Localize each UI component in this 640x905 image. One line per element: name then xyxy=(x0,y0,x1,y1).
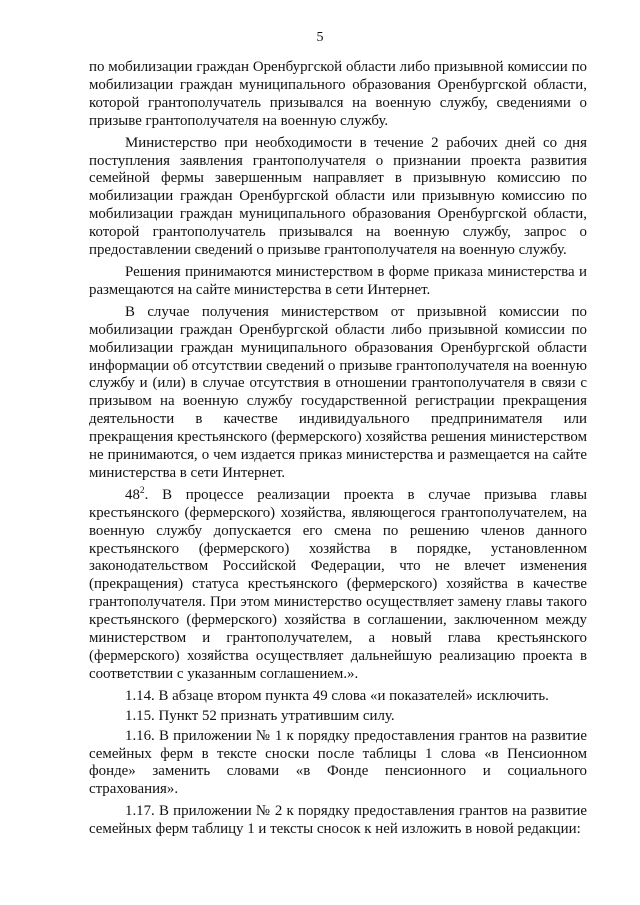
paragraph-continuation: по мобилизации граждан Оренбургской области либо призывной комиссии по мобилизации граждан муниципального образования Оренбургской области, которой грантополучатель призывался на военную службу, сведениями о призыве грантополучателя на военную службу. xyxy=(89,59,587,129)
page-number: 5 xyxy=(316,30,324,45)
clause-number: 48 xyxy=(125,486,140,503)
paragraph-no-conscription-info: В случае получения министерством от призывной комиссии по мобилизации граждан Оренбургской области либо призывной комиссии по мобилизации граждан муниципального образования Оренбургской области информации об отсутствии сведений о призыве грантополучателя на военную службу и (или) в случае отсутствия в отношении грантополучателя в связи с призывом на военную службу государственной регистрации прекращения деятельности в качестве индивидуального предпринимателя или прекращения крестьянского (фермерского) хозяйства решения министерством не принимаются, о чем издается приказ министерства и размещается на сайте министерства в сети Интернет. xyxy=(89,303,587,481)
paragraph-clause-48-2 xyxy=(89,487,587,684)
paragraph-item-1-15: 1.15. Пункт 52 признать утратившим силу. xyxy=(125,707,395,724)
paragraph-item-1-14: 1.14. В абзаце втором пункта 49 слова «и показателей» исключить. xyxy=(125,687,549,704)
paragraph-item-1-17: 1.17. В приложении № 2 к порядку предоставления грантов на развитие семейных ферм таблицу 1 и тексты сносок к ней изложить в новой редакции: xyxy=(89,803,587,838)
clause-superscript: 2 xyxy=(139,485,145,496)
document-body xyxy=(89,59,587,843)
paragraph-item-1-16: 1.16. В приложении № 1 к порядку предоставления грантов на развитие семейных ферм в тексте сноски после таблицы 1 слова «в Пенсионном фонде» заменить словами «в Фонде пенсионного и социального страхования». xyxy=(89,727,587,798)
paragraph-decisions: Решения принимаются министерством в форме приказа министерства и размещаются на сайте министерства в сети Интернет. xyxy=(89,263,587,298)
paragraph-ministry-request: Министерство при необходимости в течение 2 рабочих дней со дня поступления заявления грантополучателя о признании проекта развития семейной фермы завершенным направляет в призывную комиссию по мобилизации граждан Оренбургской области или призывную комиссию по мобилизации граждан муниципального образования Оренбургской области, которой грантополучатель призывался на военную службу, запрос о предоставлении сведений о призыве грантополучателя на военную службу. xyxy=(89,134,587,259)
clause-text: . В процессе реализации проекта в случае призыва главы крестьянского (фермерского) хозяйства, являющегося грантополучателем, на военную службу допускается его смена по решению членов данного крестьянского (фермерского) хозяйства в порядке, установленном законодательством Российской Федерации, что не влечет изменения (прекращения) статуса крестьянского (фермерского) хозяйства в качестве грантополучателя. При этом министерство осуществляет замену главы такого крестьянского (фермерского) хозяйства в соглашении, заключенном между министерством и грантополучателем, а новый глава крестьянского (фермерского) хозяйства осуществляет дальнейшую реализацию проекта в соответствии с указанным соглашением.». xyxy=(89,486,587,682)
